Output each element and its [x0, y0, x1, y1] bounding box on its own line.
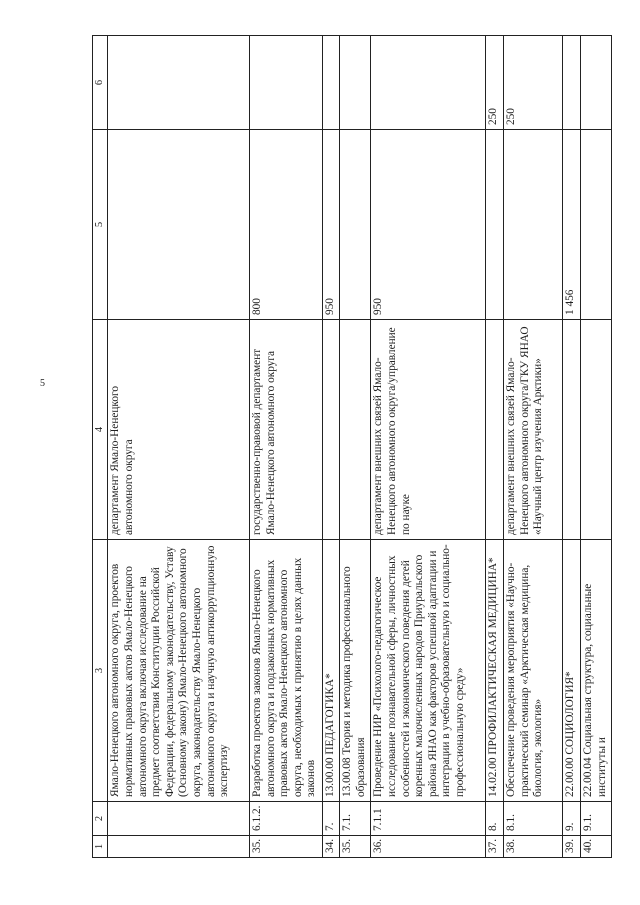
row-code: 9.1. [580, 802, 611, 836]
row-department: государственно-правовой департамент Ямало-Ненецкого автономного округа [250, 320, 323, 540]
row-number [108, 836, 250, 858]
row-number: 39. [563, 836, 580, 858]
row-text: 13.00.08 Теория и методика профессионального образования [340, 540, 371, 802]
row-col6: 250 [486, 36, 503, 130]
col-header-2: 2 [93, 802, 108, 836]
table-row [503, 36, 563, 858]
table-row [322, 36, 339, 858]
table-row [340, 36, 371, 858]
table-row [371, 36, 486, 858]
row-code: 6.1.2. [250, 802, 323, 836]
row-department [340, 320, 371, 540]
row-text: Проведение НИР «Психолого-педагогическое исследование познавательной сферы, личностных особенностей и экономического поведения детей коренных малочисленных народов Приуральского района ЯНАО как факторов успешной адаптации и интеграции в учебно-образовательную и социально-профессиональную среду» [371, 540, 486, 802]
row-col5 [486, 130, 503, 320]
row-text: Разработка проектов законов Ямало-Ненецкого автономного округа и подзаконных нормативных правовых актов Ямало-Ненецкого автономного округа, необходимых к принятию в целях данных законов [250, 540, 323, 802]
row-text: 22.00.00 СОЦИОЛОГИЯ* [563, 540, 580, 802]
col-header-5: 5 [93, 130, 108, 320]
row-code [108, 802, 250, 836]
table-row [580, 36, 611, 858]
row-col5: 950 [322, 130, 339, 320]
row-department [486, 320, 503, 540]
row-number: 37. [486, 836, 503, 858]
col-header-3: 3 [93, 540, 108, 802]
rotated-table [92, 36, 612, 858]
row-code: 7.1. [340, 802, 371, 836]
row-text: 14.02.00 ПРОФИЛАКТИЧЕСКАЯ МЕДИЦИНА* [486, 540, 503, 802]
row-col6 [322, 36, 339, 130]
table-row [108, 36, 250, 858]
row-department: департамент внешних связей Ямало-Ненецкого автономного округа/управление по науке [371, 320, 486, 540]
row-col5: 1 456 [563, 130, 580, 320]
row-number: 38. [503, 836, 563, 858]
row-col6 [580, 36, 611, 130]
row-text: Обеспечение проведения мероприятия «Научно-практический семинар «Арктическая медицина, биология, экология» [503, 540, 563, 802]
row-department [563, 320, 580, 540]
row-code: 9. [563, 802, 580, 836]
row-number: 34. [322, 836, 339, 858]
row-code: 8. [486, 802, 503, 836]
row-col5: 800 [250, 130, 323, 320]
row-col5 [108, 130, 250, 320]
table-row [563, 36, 580, 858]
row-number: 35. [340, 836, 371, 858]
plan-table [92, 35, 612, 858]
row-col6 [371, 36, 486, 130]
row-col6 [108, 36, 250, 130]
col-header-6: 6 [93, 36, 108, 130]
row-department: департамент Ямало-Ненецкого автономного округа [108, 320, 250, 540]
row-department [580, 320, 611, 540]
col-header-4: 4 [93, 320, 108, 540]
row-department [322, 320, 339, 540]
header-row [93, 36, 108, 858]
row-col5 [340, 130, 371, 320]
row-col5: 950 [371, 130, 486, 320]
table-row [250, 36, 323, 858]
row-col6 [340, 36, 371, 130]
row-number: 35. [250, 836, 323, 858]
row-text: 13.00.00 ПЕДАГОГИКА* [322, 540, 339, 802]
row-number: 40. [580, 836, 611, 858]
rotated-table-container [92, 36, 612, 858]
row-department: департамент внешних связей Ямало-Ненецкого автономного округа/ГКУ ЯНАО «Научный центр изучения Арктики» [503, 320, 563, 540]
table-row [486, 36, 503, 858]
row-text: Ямало-Ненецкого автономного округа, проектов нормативных правовых актов Ямало-Ненецкого автономного округа включая исследование на предмет соответствия Конституции Российской Федерации, федеральному законодательству, Уставу (Основному закону) Ямало-Ненецкого автономного округа, законодательству Ямало-Ненецкого автономного округа и научную антикоррупционную экспертизу [108, 540, 250, 802]
row-col5 [503, 130, 563, 320]
row-col5 [580, 130, 611, 320]
row-col6 [250, 36, 323, 130]
row-code: 7. [322, 802, 339, 836]
row-code: 7.1.1 [371, 802, 486, 836]
row-code: 8.1. [503, 802, 563, 836]
row-text: 22.00.04 Социальная структура, социальные институты и [580, 540, 611, 802]
row-number: 36. [371, 836, 486, 858]
row-col6 [563, 36, 580, 130]
page-number: 5 [40, 378, 45, 389]
row-col6: 250 [503, 36, 563, 130]
col-header-1: 1 [93, 836, 108, 858]
